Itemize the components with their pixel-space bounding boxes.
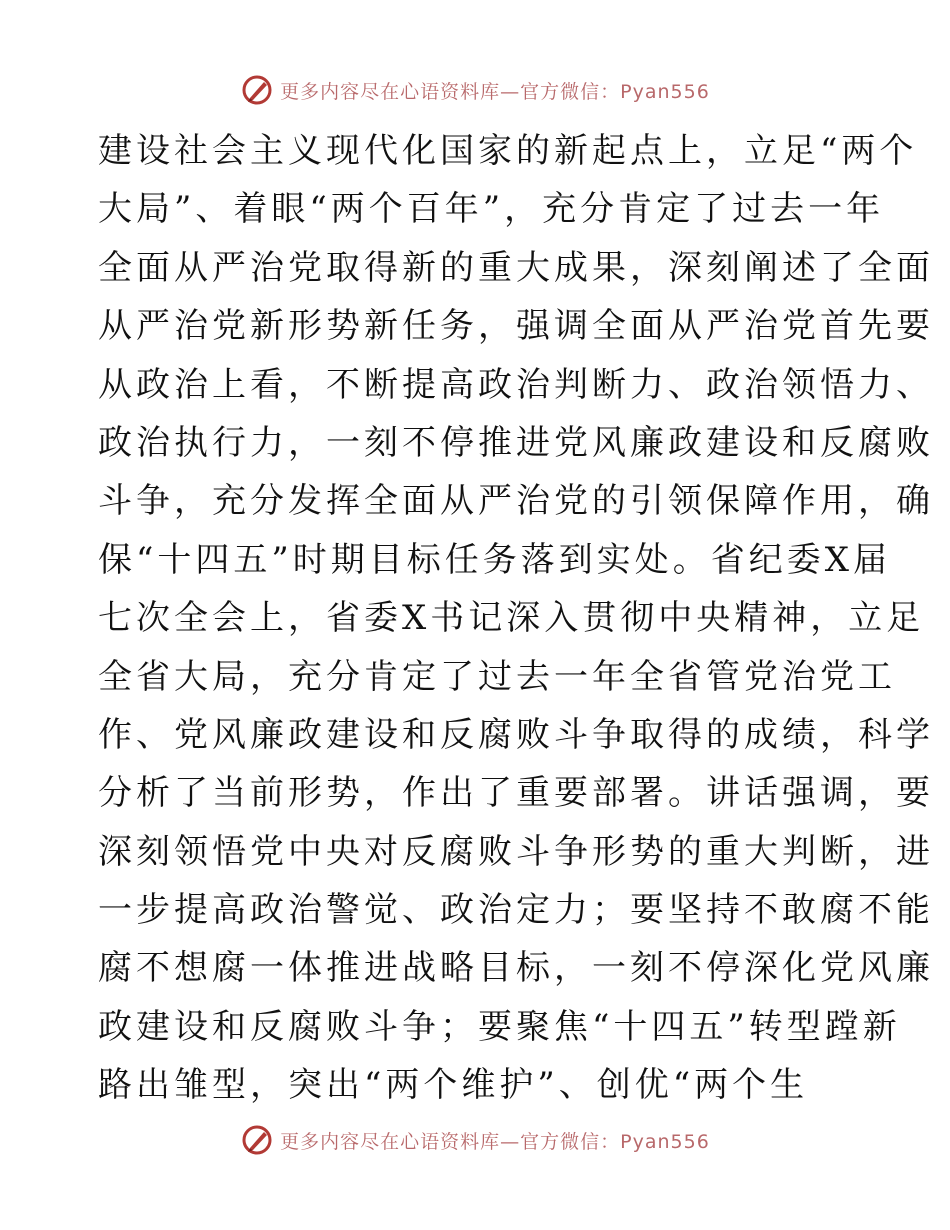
text-line: 路出雏型，突出“两个维护”、创优“两个生	[98, 1065, 809, 1106]
text-line: 全面从严治党取得新的重大成果，深刻阐述了全面	[98, 247, 934, 288]
text-line: 政建设和反腐败斗争；要聚焦“十四五”转型蹚新	[98, 1006, 901, 1047]
text-line: 从政治上看，不断提高政治判断力、政治领悟力、	[98, 364, 934, 405]
text-line: 政治执行力，一刻不停推进党风廉政建设和反腐败	[98, 422, 934, 463]
text-line: 七次全会上，省委X书记深入贯彻中央精神，立足	[98, 598, 925, 639]
text-line: 深刻领悟党中央对反腐败斗争形势的重大判断，进	[98, 831, 934, 872]
watermark-text: 更多内容尽在心语资料库—官方微信：Pyan556	[280, 80, 710, 103]
pen-logo-icon	[240, 1123, 274, 1157]
watermark-wechat-id: Pyan556	[620, 80, 710, 103]
text-line: 一步提高政治警觉、政治定力；要坚持不敢腐不能	[98, 890, 934, 931]
text-line: 作、党风廉政建设和反腐败斗争取得的成绩，科学	[98, 714, 934, 755]
header-watermark	[0, 70, 950, 110]
pen-logo-icon	[240, 73, 274, 107]
footer-watermark	[0, 1120, 950, 1160]
text-line: 从严治党新形势新任务，强调全面从严治党首先要	[98, 306, 934, 347]
watermark-text: 更多内容尽在心语资料库—官方微信：Pyan556	[280, 1130, 710, 1153]
text-line: 保“十四五”时期目标任务落到实处。省纪委X届	[98, 539, 891, 580]
text-line: 腐不想腐一体推进战略目标，一刻不停深化党风廉	[98, 948, 934, 989]
text-line: 全省大局，充分肯定了过去一年全省管党治党工	[98, 656, 896, 697]
text-line: 建设社会主义现代化国家的新起点上，立足“两个	[98, 131, 918, 171]
watermark-wechat-id: Pyan556	[620, 1130, 710, 1153]
text-line: 分析了当前形势，作出了重要部署。讲话强调，要	[98, 773, 934, 814]
document-body	[98, 122, 934, 1115]
text-line: 斗争，充分发挥全面从严治党的引领保障作用，确	[98, 481, 934, 522]
text-line: 大局”、着眼“两个百年”，充分肯定了过去一年	[98, 189, 885, 230]
